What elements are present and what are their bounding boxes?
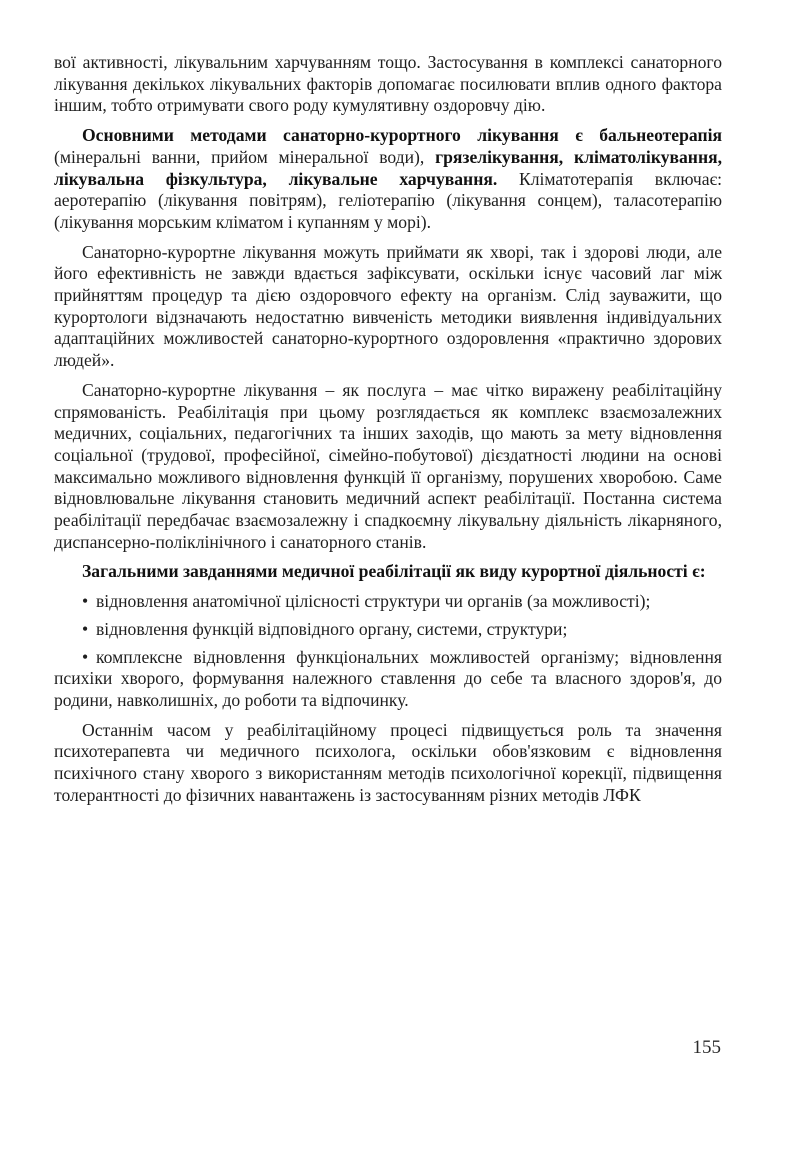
- bullet-icon: •: [82, 618, 89, 639]
- paragraph-effectiveness: Санаторно-курортне лікування можуть приймати як хворі, так і здорові люди, але його ефективність не завжди вдається зафіксувати, оскільки існує часовий лаг між прийняттям процедур та дією оздоровчого ефекту на організм. Слід зауважити, що курортологи відзначають недостатню вивченість методики виявлення індивідуальних адаптаційних можливостей санаторно-курортного оздоровлення «практично здорових людей».: [54, 241, 722, 371]
- bold-methods-intro: Основними методами санаторно-курортного лікування є бальнеотерапія: [82, 125, 722, 146]
- bold-methods-list: грязелікування, кліматолікування, лікувальна фізкультура, лікувальне харчування.: [54, 146, 722, 189]
- climatotherapy-text: Кліматотерапія включає: аеротерапію (лікування повітрям), геліотерапію (лікування сонцем), таласотерапію (лікування морським кліматом і купанням у морі).: [54, 168, 723, 232]
- bullet-icon: •: [82, 646, 89, 667]
- page-body: [54, 52, 722, 815]
- bullet-icon: •: [82, 591, 89, 612]
- methods-balneo-detail: (мінеральні ванни, прийом мінеральної води),: [54, 146, 436, 167]
- list-item: [54, 647, 722, 712]
- tasks-heading: [54, 561, 722, 583]
- list-item: [54, 619, 722, 641]
- tasks-heading-text: Загальними завданнями медичної реабілітації як виду курортної діяльності є:: [82, 561, 706, 582]
- list-item-text: відновлення функцій відповідного органу, системи, структури;: [96, 618, 568, 639]
- paragraph-psychotherapy: Останнім часом у реабілітаційному процесі підвищується роль та значення психотерапевта чи медичного психолога, оскільки обов'язковим є відновлення психічного стану хворого з використанням методів психологічної корекції, підвищення толерантності до фізичних навантажень із застосуванням різних методів ЛФК: [54, 719, 722, 805]
- list-item-text: комплексне відновлення функціональних можливостей організму; відновлення психіки хворого, формування належного ставлення до себе та власного здоров'я, до родини, навколишніх, до роботи та відпочинку.: [54, 646, 722, 710]
- paragraph-rehabilitation: Санаторно-курортне лікування – як послуга – має чітко виражену реабілітаційну спрямованість. Реабілітація при цьому розглядається як комплекс взаємозалежних медичних, соціальних, педагогічних та інших заходів, що мають за мету відновлення соціальної (трудової, професійної, сімейно-побутової) дієздатності людини на основі максимально можливого відновлення функцій її організму, порушених хворобою. Саме відновлювальне лікування становить медичний аспект реабілітації. Постанна система реабілітації передбачає взаємозалежну і спадкоємну лікувальну діяльність лікарняного, диспансерно-поліклінічного і санаторного станів.: [54, 379, 722, 552]
- list-item: [54, 591, 722, 613]
- paragraph-continuation: вої активності, лікувальним харчуванням тощо. Застосування в комплексі санаторного лікування декількох лікувальних факторів допомагає посилювати вплив одного фактора іншим, тобто отримувати свого роду кумулятивну оздоровчу дію.: [54, 52, 722, 116]
- paragraph-methods: [54, 125, 722, 234]
- list-item-text: відновлення анатомічної цілісності структури чи органів (за можливості);: [96, 591, 651, 612]
- page-number: 155: [692, 1037, 721, 1058]
- tasks-list: [54, 591, 722, 712]
